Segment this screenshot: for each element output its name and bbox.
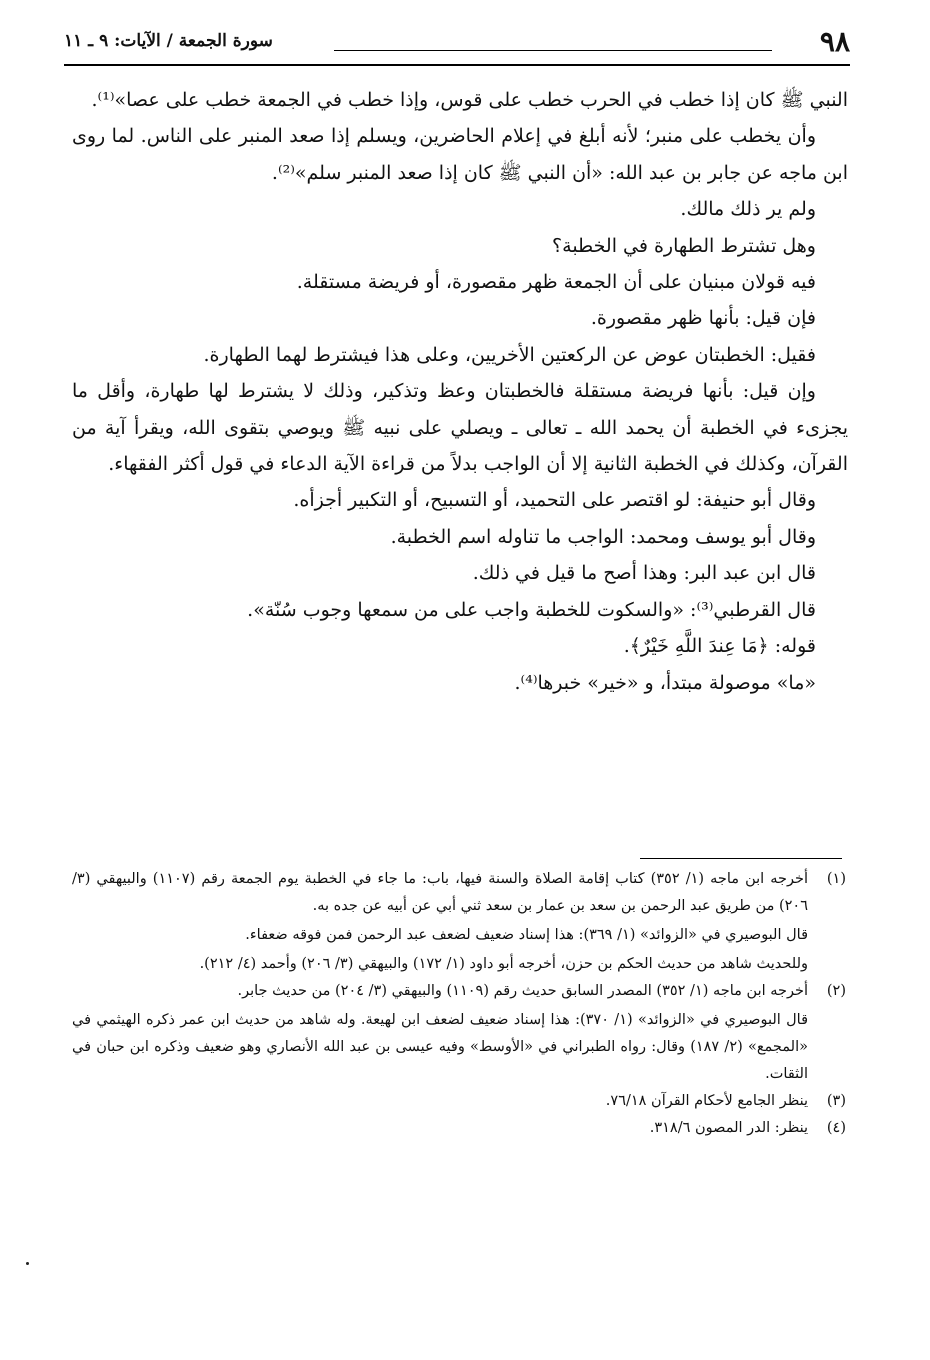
- paragraph: وقال أبو يوسف ومحمد: الواجب ما تناوله اسم الخطبة.: [390, 525, 816, 548]
- footnote-number: (٣): [826, 1093, 846, 1109]
- header-leader-line: [334, 50, 772, 51]
- scan-speck: [26, 1262, 29, 1265]
- paragraph: فإن قيل: بأنها ظهر مقصورة.: [590, 307, 816, 330]
- paragraph: وهل تشترط الطهارة في الخطبة؟: [552, 234, 816, 257]
- paragraph: فيه قولان مبنيان على أن الجمعة ظهر مقصورة، أو فريضة مستقلة.: [296, 271, 816, 294]
- paragraph: وقال أبو حنيفة: لو اقتصر على التحميد، أو التسبيح، أو التكبير أجزأه.: [293, 489, 816, 512]
- paragraph: فقيل: الخطبتان عوض عن الركعتين الأخريين، وعلى هذا فيشترط لهما الطهارة.: [203, 343, 816, 366]
- paragraph: «ما» موصولة مبتدأ، و «خير» خبرها⁽⁴⁾.: [514, 671, 816, 694]
- footnote-continuation: قال البوصيري في «الزوائد» (١/ ٣٦٩): هذا إسناد ضعيف لضعف عبد الرحمن فمن فوقه ضعفاء.: [245, 927, 808, 943]
- footnote-number: (٢): [826, 983, 846, 999]
- paragraph: قوله: ﴿مَا عِندَ اللَّهِ خَيْرٌ﴾.: [623, 635, 816, 658]
- footnote-text: ينظر: الدر المصون ٣١٨/٦.: [649, 1120, 808, 1136]
- paragraph: وأن يخطب على منبر؛ لأنه أبلغ في إعلام الحاضرين، ويسلم إذا صعد المنبر على الناس. لما روى ابن ماجه عن جابر بن عبد الله: «أن النبي ﷺ كان إذا صعد المنبر سلم»⁽²⁾.: [72, 125, 848, 184]
- paragraph: ولم ير ذلك مالك.: [680, 198, 816, 221]
- footnote-text: أخرجه ابن ماجه (١/ ٣٥٢) كتاب إقامة الصلاة والسنة فيها، باب: ما جاء في الخطبة يوم الجمعة رقم (١١٠٧) والبيهقي (٣/ ٢٠٦) من طريق عبد الرحمن بن سعد بن عمار بن سعد ثني أبي عن أبيه عن جده به.: [72, 871, 808, 914]
- page-header: [64, 22, 850, 62]
- main-text: [72, 82, 848, 701]
- header-rule: [64, 64, 850, 66]
- footnote-text: أخرجه ابن ماجه (١/ ٣٥٢) المصدر السابق حديث رقم (١١٠٩) والبيهقي (٣/ ٢٠٤) من حديث جابر.: [237, 983, 808, 999]
- paragraph: وإن قيل: بأنها فريضة مستقلة فالخطبتان وعظ وتذكير، وذلك لا يشترط لها طهارة، وأقل ما يجزىء في الخطبة أن يحمد الله ـ تعالى ـ ويصلي على نبيه ﷺ ويوصي بتقوى الله، ويقرأ آية من القرآن، وكذلك في الخطبة الثانية إلا أن الواجب بدلاً من قراءة الآية الدعاء في قول أكثر الفقهاء.: [72, 380, 848, 476]
- footnote-continuation: قال البوصيري في «الزوائد» (١/ ٣٧٠): هذا إسناد ضعيف لضعف ابن لهيعة. وله شاهد من حديث ابن عمر ذكره الهيثمي في «المجمع» (٢/ ١٨٧) وقال: رواه الطبراني في «الأوسط» وفيه عيسى بن عبد الله الأنصاري وهو ضعيف وذكره ابن حبان في الثقات.: [72, 1012, 808, 1082]
- footnote: [72, 978, 846, 1005]
- paragraph: قال ابن عبد البر: وهذا أصح ما قيل في ذلك.: [472, 562, 816, 585]
- footnote: [72, 1115, 846, 1142]
- footnote-text: ينظر الجامع لأحكام القرآن ٧٦/١٨.: [605, 1093, 808, 1109]
- paragraph: قال القرطبي⁽³⁾: «والسكوت للخطبة واجب على من سمعها وجوب سُنّة».: [247, 598, 816, 621]
- running-head: سورة الجمعة / الآيات: ٩ ـ ١١: [64, 31, 273, 51]
- footnote-number: (١): [826, 871, 846, 887]
- footnote-separator: [640, 858, 842, 859]
- page-number: ٩٨: [819, 25, 850, 58]
- footnote-number: (٤): [826, 1120, 846, 1136]
- footnote-continuation: وللحديث شاهد من حديث الحكم بن حزن، أخرجه أبو داود (١/ ١٧٢) والبيهقي (٣/ ٢٠٦) وأحمد (٤/ ٢١٢).: [199, 956, 808, 972]
- footnote: [72, 1088, 846, 1115]
- footnotes: [72, 866, 846, 1142]
- footnote: [72, 866, 846, 920]
- paragraph: النبي ﷺ كان إذا خطب في الحرب خطب على قوس، وإذا خطب في الجمعة خطب على عصا»⁽¹⁾.: [91, 89, 848, 111]
